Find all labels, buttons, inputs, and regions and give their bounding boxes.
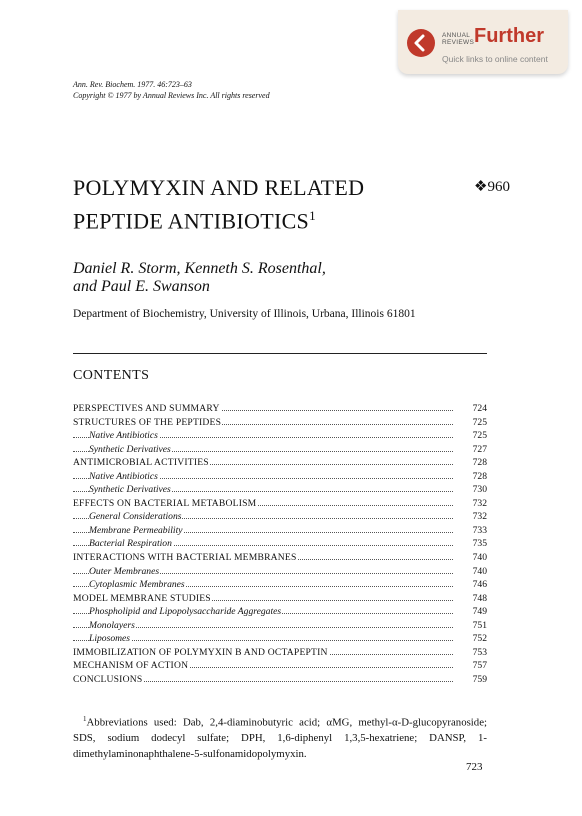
badge-further-word: Further (474, 25, 544, 47)
divider-rule (73, 353, 487, 354)
toc-entry-label: Cytoplasmic Membranes (89, 579, 185, 591)
toc-entry[interactable] (73, 565, 487, 579)
toc-entry-page: 733 (472, 524, 487, 536)
toc-entry-label: IMMOBILIZATION OF POLYMYXIN B AND OCTAPEPTIN (73, 646, 328, 658)
toc-entry-page: 728 (472, 457, 487, 469)
toc-entry-page: 728 (472, 470, 487, 482)
toc-entry-page: 740 (472, 565, 487, 577)
toc-entry-label: Monolayers (89, 619, 135, 631)
further-logo-icon (406, 28, 436, 58)
toc-entry[interactable] (73, 470, 487, 484)
toc-entry-page: 724 (472, 403, 487, 414)
toc-entry[interactable] (73, 537, 487, 551)
affiliation: Department of Biochemistry, University of Illinois, Urbana, Illinois 61801 (73, 308, 416, 320)
toc-entry[interactable] (73, 483, 487, 497)
toc-entry-label: Bacterial Respiration (89, 538, 172, 550)
badge-subtitle: Quick links to online content (442, 54, 548, 64)
toc-entry-page: 732 (472, 497, 487, 509)
article-title (73, 174, 364, 235)
article-mark: ❖960 (474, 179, 510, 195)
toc-entry-label: Synthetic Derivatives (89, 443, 171, 455)
badge-brand: ANNUAL REVIEWS (442, 32, 475, 46)
toc-entry-page: 735 (472, 538, 487, 550)
footnote-mark: 1 (83, 715, 87, 723)
toc-entry-label: Membrane Permeability (89, 524, 183, 536)
toc-entry[interactable] (73, 592, 487, 606)
authors (73, 260, 326, 296)
toc-entry[interactable] (73, 578, 487, 592)
toc-entry[interactable] (73, 632, 487, 646)
title-line-2: PEPTIDE ANTIBIOTICS$^1$ (73, 208, 316, 234)
toc-entry-page: 740 (472, 552, 487, 564)
toc-entry-label: Synthetic Derivatives (89, 484, 171, 496)
toc-entry-page: 759 (472, 673, 487, 685)
further-badge[interactable] (398, 10, 568, 74)
toc-entry-page: 725 (472, 430, 487, 442)
toc-entry-page: 746 (472, 579, 487, 591)
toc-entry-page: 752 (472, 633, 487, 645)
title-line-1: POLYMYXIN AND RELATED (73, 175, 365, 200)
toc-entry[interactable] (73, 659, 487, 673)
journal-info (73, 79, 270, 101)
toc-entry-page: 732 (472, 511, 487, 523)
page-number: 723 (466, 761, 483, 773)
toc-entry-page: 757 (472, 660, 487, 672)
toc-entry-page: 753 (472, 646, 487, 658)
toc-entry[interactable] (73, 456, 487, 470)
toc-entry-label: Native Antibiotics (89, 430, 158, 442)
toc-entry-page: 748 (472, 592, 487, 604)
toc-entry-label: ANTIMICROBIAL ACTIVITIES (73, 457, 209, 469)
toc-entry[interactable] (73, 443, 487, 457)
authors-line-2: and Paul E. Swanson (73, 278, 210, 295)
authors-line-1: Daniel R. Storm, Kenneth S. Rosenthal, (73, 260, 326, 277)
toc-entry[interactable] (73, 619, 487, 633)
toc-entry-label: CONCLUSIONS (73, 673, 143, 685)
toc-entry-page: 730 (472, 484, 487, 496)
toc-entry[interactable] (73, 646, 487, 660)
journal-citation: Ann. Rev. Biochem. 1977. 46:723–63 (73, 80, 192, 89)
toc-entry[interactable] (73, 510, 487, 524)
toc-entry-label: Liposomes (89, 633, 131, 645)
toc-entry-label: MECHANISM OF ACTION (73, 660, 189, 672)
toc-entry-label: MODEL MEMBRANE STUDIES (73, 592, 211, 604)
toc-entry-page: 749 (472, 606, 487, 618)
toc-entry-page: 751 (472, 619, 487, 631)
toc-entry-label: Native Antibiotics (89, 470, 158, 482)
toc-entry[interactable] (73, 673, 487, 687)
toc-entry-label: General Considerations (89, 511, 182, 523)
toc-entry[interactable] (73, 402, 487, 416)
journal-copyright: Copyright © 1977 by Annual Reviews Inc. All rights reserved (73, 91, 270, 100)
toc-entry-label: PERSPECTIVES AND SUMMARY (73, 403, 220, 414)
toc-entry-label: EFFECTS ON BACTERIAL METABOLISM (73, 497, 257, 509)
table-of-contents (73, 402, 487, 686)
title-footnote-mark: 1 (309, 208, 316, 223)
toc-entry[interactable] (73, 497, 487, 511)
footnote (73, 712, 487, 762)
toc-entry[interactable] (73, 429, 487, 443)
footnote-text: Abbreviations used: Dab, 2,4-diaminobutyric acid; αMG, methyl-α-D-glucopyranoside; SDS, sodium dodecyl sulfate; DPH, 1,6-diphenyl 1,3,5-hexatriene; DANSP, 1-dimethylaminonaphthalene-5-sulfonamidopolymyxin. (73, 716, 487, 760)
toc-entry-label: INTERACTIONS WITH BACTERIAL MEMBRANES (73, 552, 297, 564)
toc-entry[interactable] (73, 524, 487, 538)
toc-entry-page: 727 (472, 443, 487, 455)
toc-entry-label: Phospholipid and Lipopolysaccharide Aggregates (89, 606, 282, 618)
toc-entry[interactable] (73, 605, 487, 619)
toc-entry-page: 725 (472, 416, 487, 428)
toc-entry[interactable] (73, 551, 487, 565)
toc-entry-label: STRUCTURES OF THE PEPTIDES (73, 416, 222, 428)
toc-entry[interactable] (73, 416, 487, 430)
toc-entry-label: Outer Membranes (89, 565, 160, 577)
contents-heading: CONTENTS (73, 368, 150, 383)
